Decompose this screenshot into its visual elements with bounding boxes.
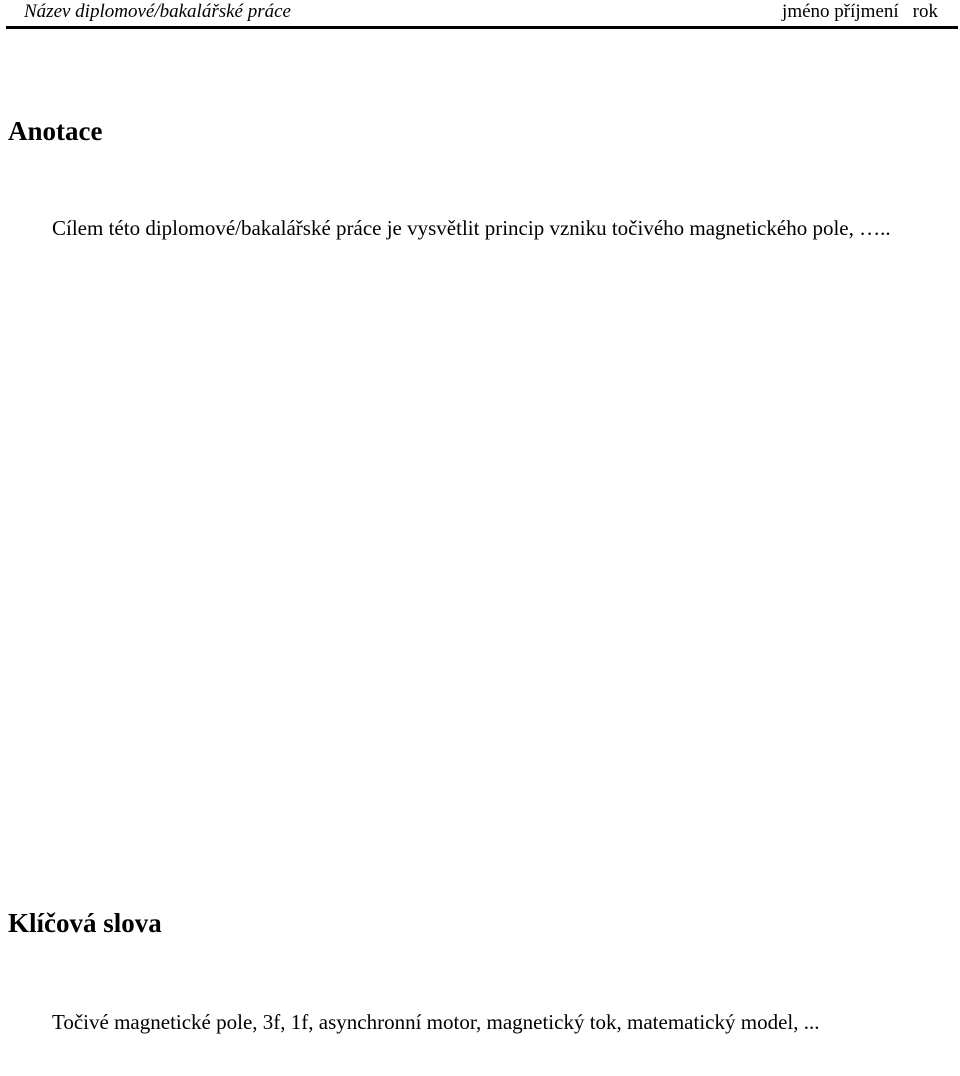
header-author: jméno příjmení — [782, 1, 899, 22]
header-year: rok — [912, 1, 938, 22]
annotation-paragraph: Cílem této diplomové/bakalářské práce je vysvětlit princip vzniku točivého magnetického pole, ….. — [52, 216, 891, 240]
annotation-heading: Anotace — [8, 116, 103, 146]
keywords-paragraph: Točivé magnetické pole, 3f, 1f, asynchronní motor, magnetický tok, matematický model, ... — [52, 1010, 820, 1034]
header-author-year — [782, 0, 938, 24]
header-thesis-title: Název diplomové/bakalářské práce — [24, 1, 291, 22]
keywords-heading: Klíčová slova — [8, 908, 162, 938]
running-header — [6, 0, 958, 29]
